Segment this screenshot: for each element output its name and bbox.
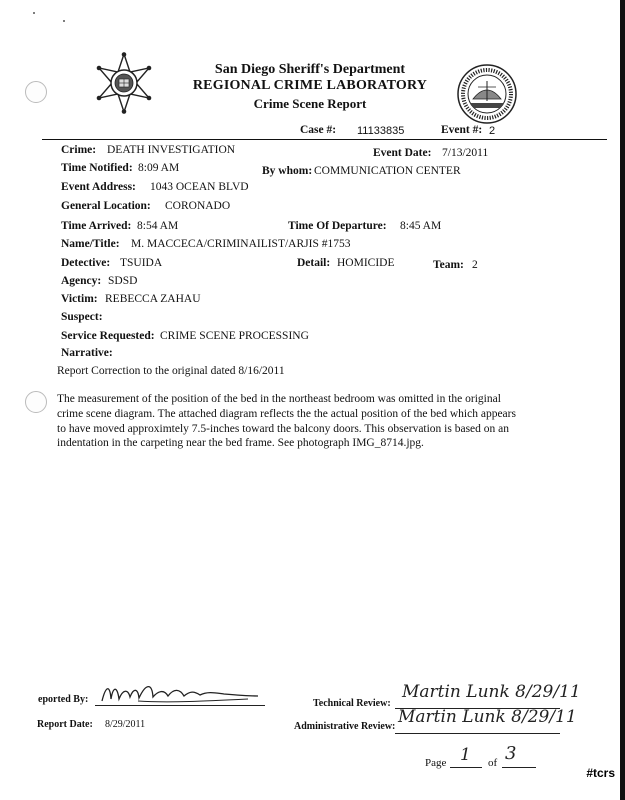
name-title-label: Name/Title: — [61, 238, 120, 250]
event-number-label: Event #: — [441, 124, 483, 136]
punch-hole — [25, 391, 47, 413]
victim-label: Victim: — [61, 293, 98, 305]
team-label: Team: — [433, 259, 464, 271]
scan-speck — [33, 12, 35, 14]
service-requested-value: CRIME SCENE PROCESSING — [160, 330, 309, 342]
administrative-review-line — [395, 733, 560, 734]
team-value: 2 — [472, 259, 478, 271]
time-arrived-value: 8:54 AM — [137, 220, 179, 232]
event-date-label: Event Date: — [373, 147, 432, 159]
event-date-value: 7/13/2011 — [442, 147, 489, 159]
detail-value: HOMICIDE — [337, 257, 395, 269]
time-departure-value: 8:45 AM — [400, 220, 442, 232]
page-total: 3 — [505, 743, 517, 764]
suspect-label: Suspect: — [61, 311, 103, 323]
punch-hole — [25, 81, 47, 103]
by-whom-value: COMMUNICATION CENTER — [314, 165, 461, 177]
technical-review-signature: Martin Lunk 8/29/11 — [402, 682, 581, 702]
reported-by-line — [95, 705, 265, 706]
detective-value: TSUIDA — [120, 257, 163, 269]
page-total-line — [502, 767, 536, 768]
case-label: Case #: — [300, 124, 337, 136]
time-arrived-label: Time Arrived: — [61, 220, 132, 232]
official-seal-logo — [456, 63, 518, 125]
service-requested-label: Service Requested: — [61, 330, 155, 342]
correction-line: Report Correction to the original dated 8/16/2011 — [57, 365, 285, 377]
name-title-value: M. MACCECA/CRIMINAILIST/ARJIS #1753 — [131, 238, 351, 250]
agency-label: Agency: — [61, 275, 102, 287]
time-departure-label: Time Of Departure: — [288, 220, 387, 232]
detective-label: Detective: — [61, 257, 111, 269]
victim-value: REBECCA ZAHAU — [105, 293, 201, 305]
report-title: Crime Scene Report — [253, 96, 367, 111]
by-whom-label: By whom: — [262, 165, 313, 177]
department-name: San Diego Sheriff's Department — [214, 62, 406, 77]
crime-value: DEATH INVESTIGATION — [107, 144, 236, 156]
administrative-review-signature: Martin Lunk 8/29/11 — [398, 707, 577, 727]
event-address-label: Event Address: — [61, 181, 136, 193]
time-notified-value: 8:09 AM — [138, 162, 180, 174]
watermark-tag: #tcrs — [586, 766, 615, 780]
event-address-value: 1043 OCEAN BLVD — [150, 181, 249, 193]
general-location-label: General Location: — [61, 200, 151, 212]
narrative-body: The measurement of the position of the bed in the northeast bedroom was omitted in the original crime scene diagram. The attached diagram reflects the the actual position of the bed which appears to have moved approximtely 7.5-inches toward the balcony doors. This observation is based on an indentation in the carpeting near the bed frame. See photograph IMG_8714.jpg. — [57, 393, 516, 450]
crime-label: Crime: — [61, 144, 97, 156]
page-label: Page — [425, 757, 447, 769]
page-number-line — [450, 767, 482, 768]
detail-label: Detail: — [297, 257, 331, 269]
header-rule — [42, 139, 607, 140]
sheriff-badge-logo — [94, 52, 154, 114]
general-location-value: CORONADO — [165, 200, 231, 212]
narrative-label: Narrative: — [61, 347, 113, 359]
event-number: 2 — [489, 125, 496, 137]
scan-speck — [63, 20, 65, 22]
technical-review-label: Technical Review: — [313, 698, 391, 709]
agency-value: SDSD — [108, 275, 138, 287]
report-date-label: Report Date: — [37, 719, 93, 730]
case-number: 11133835 — [357, 125, 405, 137]
time-notified-label: Time Notified: — [61, 162, 133, 174]
administrative-review-label: Administrative Review: — [294, 721, 396, 732]
of-label: of — [488, 757, 498, 769]
page-number: 1 — [460, 745, 471, 765]
report-date-value: 8/29/2011 — [105, 719, 146, 730]
reported-by-label: eported By: — [38, 694, 89, 705]
lab-name: REGIONAL CRIME LABORATORY — [192, 78, 428, 93]
scan-edge — [620, 0, 625, 800]
